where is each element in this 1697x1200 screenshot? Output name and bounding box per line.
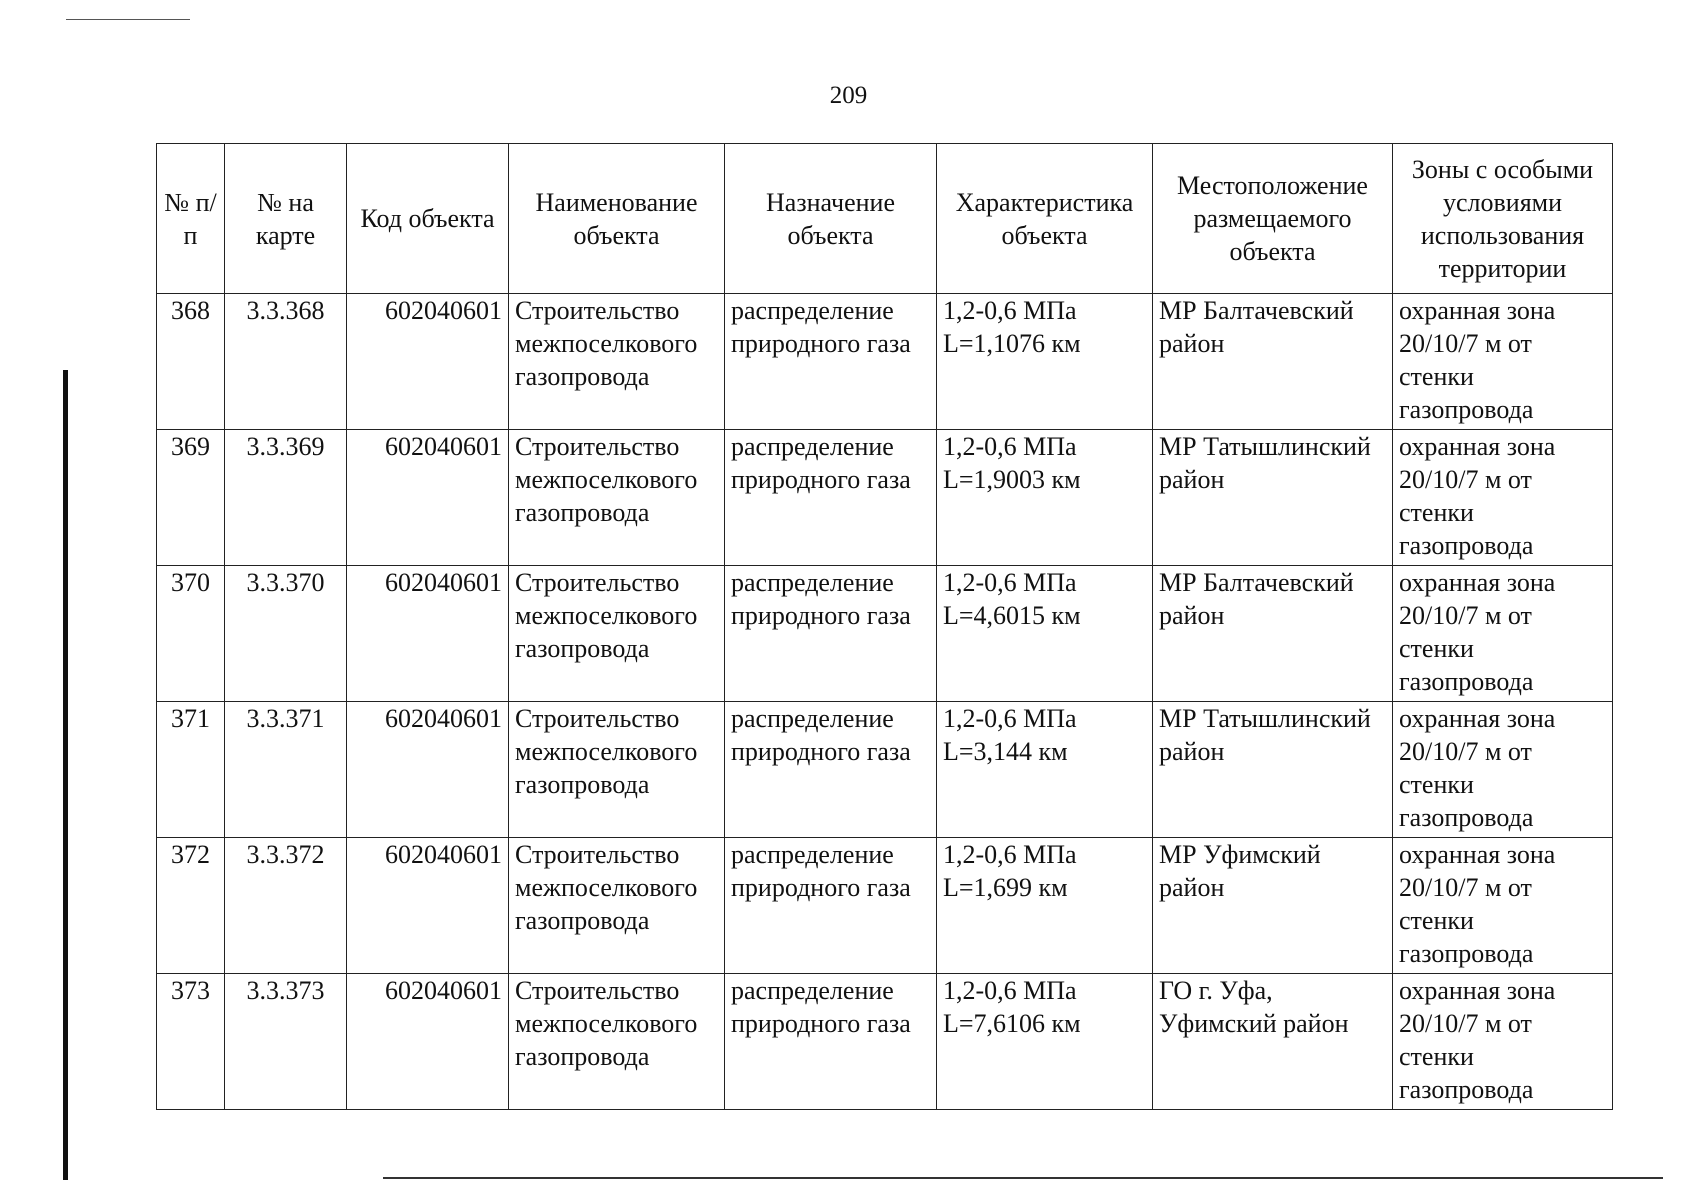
pressure-text: 1,2-0,6 МПа [943, 296, 1077, 325]
length-text: L=1,699 км [943, 873, 1068, 902]
cell-name: Строительство межпоселкового газопровода [509, 566, 725, 702]
cell-location: МР Татышлинский район [1153, 702, 1393, 838]
cell-location: ГО г. Уфа, Уфимский район [1153, 974, 1393, 1110]
header-map-num: № на карте [225, 144, 347, 294]
pressure-text: 1,2-0,6 МПа [943, 568, 1077, 597]
cell-characteristics [937, 702, 1153, 838]
table-row [157, 974, 1613, 1110]
header-code: Код объекта [347, 144, 509, 294]
length-text: L=4,6015 км [943, 601, 1081, 630]
cell-purpose: распределение природного газа [725, 702, 937, 838]
cell-name: Строительство межпоселкового газопровода [509, 702, 725, 838]
cell-num: 369 [157, 430, 225, 566]
cell-name: Строительство межпоселкового газопровода [509, 430, 725, 566]
bottom-rule [383, 1177, 1663, 1179]
length-text: L=3,144 км [943, 737, 1068, 766]
pressure-text: 1,2-0,6 МПа [943, 432, 1077, 461]
page-number: 209 [829, 82, 868, 109]
cell-characteristics [937, 838, 1153, 974]
cell-num: 368 [157, 294, 225, 430]
header-characteristics: Характеристика объекта [937, 144, 1153, 294]
cell-code: 602040601 [347, 430, 509, 566]
cell-name: Строительство межпоселкового газопровода [509, 838, 725, 974]
cell-zone: охранная зона 20/10/7 м от стенки газопровода [1393, 702, 1613, 838]
cell-zone: охранная зона 20/10/7 м от стенки газопровода [1393, 838, 1613, 974]
cell-code: 602040601 [347, 702, 509, 838]
cell-zone: охранная зона 20/10/7 м от стенки газопровода [1393, 566, 1613, 702]
cell-purpose: распределение природного газа [725, 294, 937, 430]
cell-location: МР Балтачевский район [1153, 294, 1393, 430]
cell-code: 602040601 [347, 294, 509, 430]
cell-zone: охранная зона 20/10/7 м от стенки газопровода [1393, 974, 1613, 1110]
table-row [157, 294, 1613, 430]
cell-characteristics [937, 430, 1153, 566]
cell-location: МР Балтачевский район [1153, 566, 1393, 702]
cell-map-num: 3.3.372 [225, 838, 347, 974]
cell-map-num: 3.3.373 [225, 974, 347, 1110]
cell-code: 602040601 [347, 838, 509, 974]
left-margin-bar [63, 370, 68, 1180]
cell-characteristics [937, 294, 1153, 430]
cell-zone: охранная зона 20/10/7 м от стенки газопровода [1393, 430, 1613, 566]
cell-zone: охранная зона 20/10/7 м от стенки газопровода [1393, 294, 1613, 430]
cell-num: 373 [157, 974, 225, 1110]
cell-characteristics [937, 566, 1153, 702]
cell-purpose: распределение природного газа [725, 838, 937, 974]
header-name: Наименование объекта [509, 144, 725, 294]
cell-name: Строительство межпоселкового газопровода [509, 294, 725, 430]
header-location: Местоположение размещаемого объекта [1153, 144, 1393, 294]
cell-purpose: распределение природного газа [725, 430, 937, 566]
cell-map-num: 3.3.370 [225, 566, 347, 702]
pressure-text: 1,2-0,6 МПа [943, 704, 1077, 733]
length-text: L=7,6106 км [943, 1009, 1081, 1038]
pressure-text: 1,2-0,6 МПа [943, 840, 1077, 869]
cell-map-num: 3.3.369 [225, 430, 347, 566]
cell-num: 372 [157, 838, 225, 974]
objects-table [156, 143, 1613, 1110]
table-header-row [157, 144, 1613, 294]
table-row [157, 702, 1613, 838]
top-rule [66, 19, 190, 20]
cell-characteristics [937, 974, 1153, 1110]
length-text: L=1,1076 км [943, 329, 1081, 358]
table-row [157, 430, 1613, 566]
cell-map-num: 3.3.368 [225, 294, 347, 430]
cell-location: МР Татышлинский район [1153, 430, 1393, 566]
cell-map-num: 3.3.371 [225, 702, 347, 838]
cell-purpose: распределение природного газа [725, 974, 937, 1110]
table-row [157, 838, 1613, 974]
cell-name: Строительство межпоселкового газопровода [509, 974, 725, 1110]
cell-num: 370 [157, 566, 225, 702]
table-row [157, 566, 1613, 702]
cell-code: 602040601 [347, 566, 509, 702]
header-num: № п/п [157, 144, 225, 294]
header-purpose: Назначение объекта [725, 144, 937, 294]
length-text: L=1,9003 км [943, 465, 1081, 494]
cell-location: МР Уфимский район [1153, 838, 1393, 974]
cell-num: 371 [157, 702, 225, 838]
cell-code: 602040601 [347, 974, 509, 1110]
cell-purpose: распределение природного газа [725, 566, 937, 702]
header-zones: Зоны с особыми условиями использования территории [1393, 144, 1613, 294]
pressure-text: 1,2-0,6 МПа [943, 976, 1077, 1005]
